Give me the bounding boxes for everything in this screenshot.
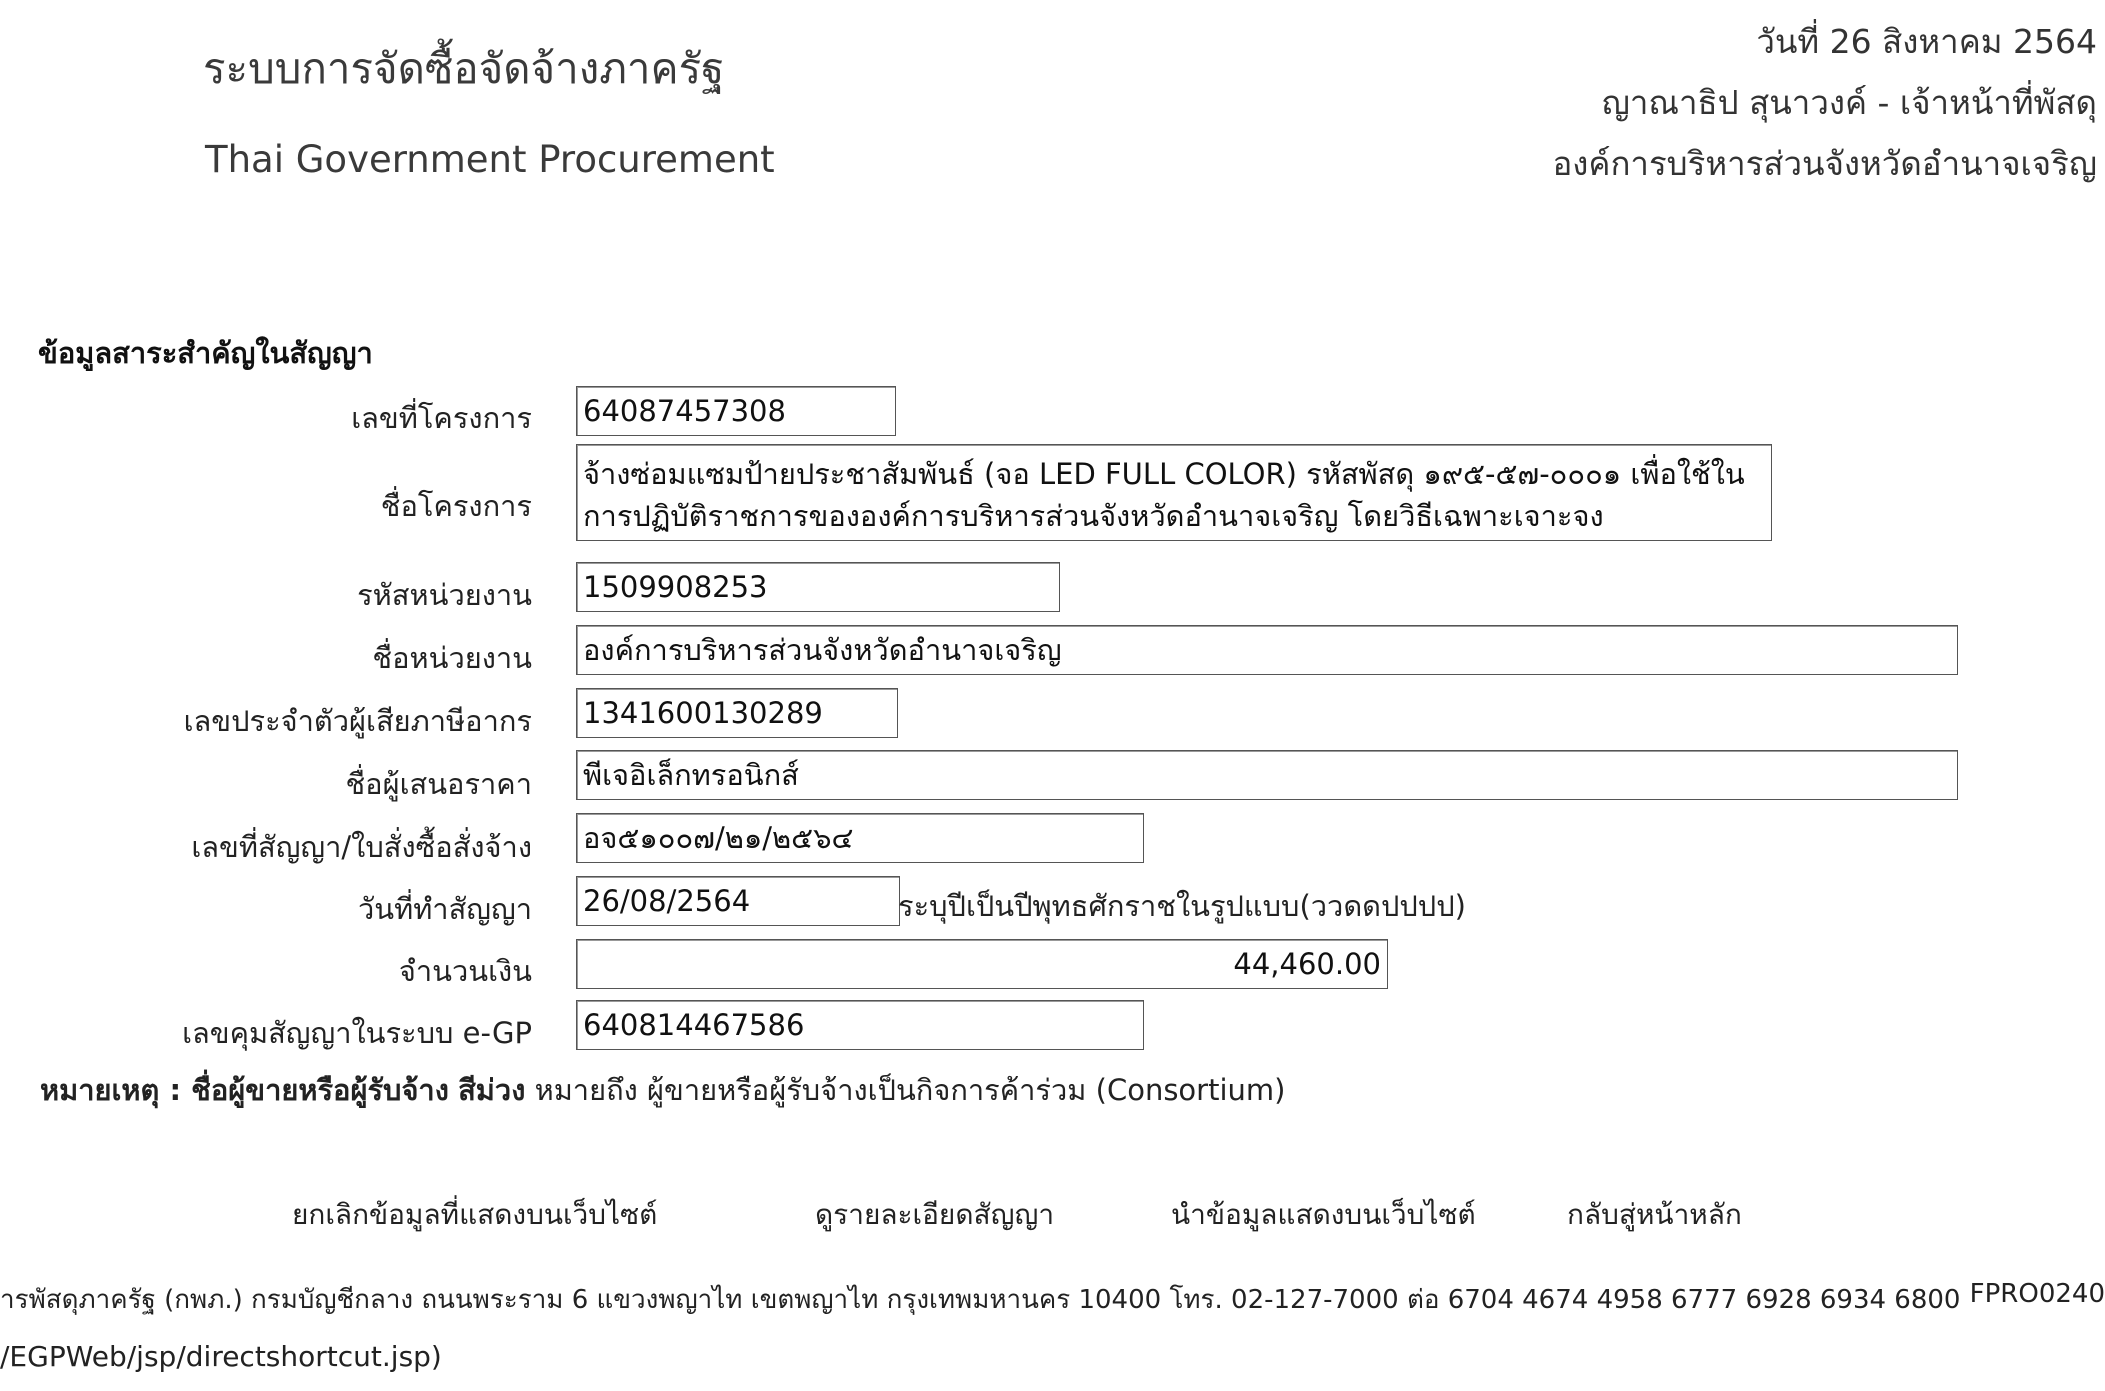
tax-id-label: เลขประจำตัวผู้เสียภาษีอากร <box>183 704 532 738</box>
agency-name-label: ชื่อหน่วยงาน <box>372 641 532 675</box>
contract-no-field[interactable]: อจ๕๑๐๐๗/๒๑/๒๕๖๔ <box>576 813 1144 863</box>
publish-display-link[interactable]: นำข้อมูลแสดงบนเว็บไซต์ <box>1171 1198 1476 1231</box>
egp-control-no-label: เลขคุมสัญญาในระบบ e-GP <box>182 1016 532 1050</box>
bidder-name-field[interactable]: พีเจอิเล็กทรอนิกส์ <box>576 750 1958 800</box>
cancel-display-link[interactable]: ยกเลิกข้อมูลที่แสดงบนเว็บไซต์ <box>292 1198 658 1231</box>
contract-date-label: วันที่ทำสัญญา <box>357 892 532 926</box>
page-url: /EGPWeb/jsp/directshortcut.jsp) <box>0 1340 442 1373</box>
user-name: ญาณาธิป สุนาวงค์ - เจ้าหน้าที่พัสดุ <box>1601 83 2097 122</box>
project-no-label: เลขที่โครงการ <box>351 401 532 435</box>
project-name-field[interactable]: จ้างซ่อมแซมป้ายประชาสัมพันธ์ (จอ LED FULL COLOR) รหัสพัสดุ ๑๙๕-๕๗-๐๐๐๑ เพื่อใช้ในการปฏิบัติราชการขององค์การบริหารส่วนจังหวัดอำนาจเจริญ โดยวิธีเฉพาะเจาะจง <box>576 444 1772 541</box>
note-suffix: หมายถึง ผู้ขายหรือผู้รับจ้างเป็นกิจการค้าร่วม (Consortium) <box>534 1073 1286 1107</box>
project-no-field[interactable]: 64087457308 <box>576 386 896 436</box>
amount-label: จำนวนเงิน <box>398 954 532 988</box>
note-prefix: หมายเหตุ : ชื่อผู้ขายหรือผู้รับจ้าง <box>40 1073 449 1107</box>
section-title: ข้อมูลสาระสำคัญในสัญญา <box>38 336 373 370</box>
organization-name: องค์การบริหารส่วนจังหวัดอำนาจเจริญ <box>1552 144 2097 183</box>
view-contract-link[interactable]: ดูรายละเอียดสัญญา <box>815 1198 1055 1231</box>
consortium-note <box>40 1067 1285 1113</box>
amount-field[interactable]: 44,460.00 <box>576 939 1388 989</box>
egp-control-no-field[interactable]: 640814467586 <box>576 1000 1144 1050</box>
page-code: FPRO0240 <box>1969 1279 2105 1309</box>
contract-date-format-hint: ระบุปีเป็นปีพุทธศักราชในรูปแบบ(ววดดปปปป) <box>898 889 1466 923</box>
bidder-name-label: ชื่อผู้เสนอราคา <box>345 767 532 801</box>
back-home-link[interactable]: กลับสู่หน้าหลัก <box>1567 1198 1742 1231</box>
project-name-label: ชื่อโครงการ <box>380 489 532 523</box>
agency-name-field[interactable]: องค์การบริหารส่วนจังหวัดอำนาจเจริญ <box>576 625 1958 675</box>
note-highlight: สีม่วง <box>458 1073 526 1107</box>
agency-code-label: รหัสหน่วยงาน <box>357 578 532 612</box>
contract-date-field[interactable]: 26/08/2564 <box>576 876 900 926</box>
tax-id-field[interactable]: 1341600130289 <box>576 688 898 738</box>
system-title-thai: ระบบการจัดซื้อจัดจ้างภาครัฐ <box>203 44 725 93</box>
system-title-english: Thai Government Procurement <box>205 138 775 181</box>
agency-code-field[interactable]: 1509908253 <box>576 562 1060 612</box>
print-date: วันที่ 26 สิงหาคม 2564 <box>1756 22 2097 61</box>
footer-address: ารพัสดุภาครัฐ (กพภ.) กรมบัญชีกลาง ถนนพระราม 6 แขวงพญาไท เขตพญาไท กรุงเทพมหานคร 10400 โทร. 02-127-7000 ต่อ 6704 4674 4958 6777 6928 6934 6800 <box>0 1285 1961 1315</box>
contract-no-label: เลขที่สัญญา/ใบสั่งซื้อสั่งจ้าง <box>191 830 532 864</box>
